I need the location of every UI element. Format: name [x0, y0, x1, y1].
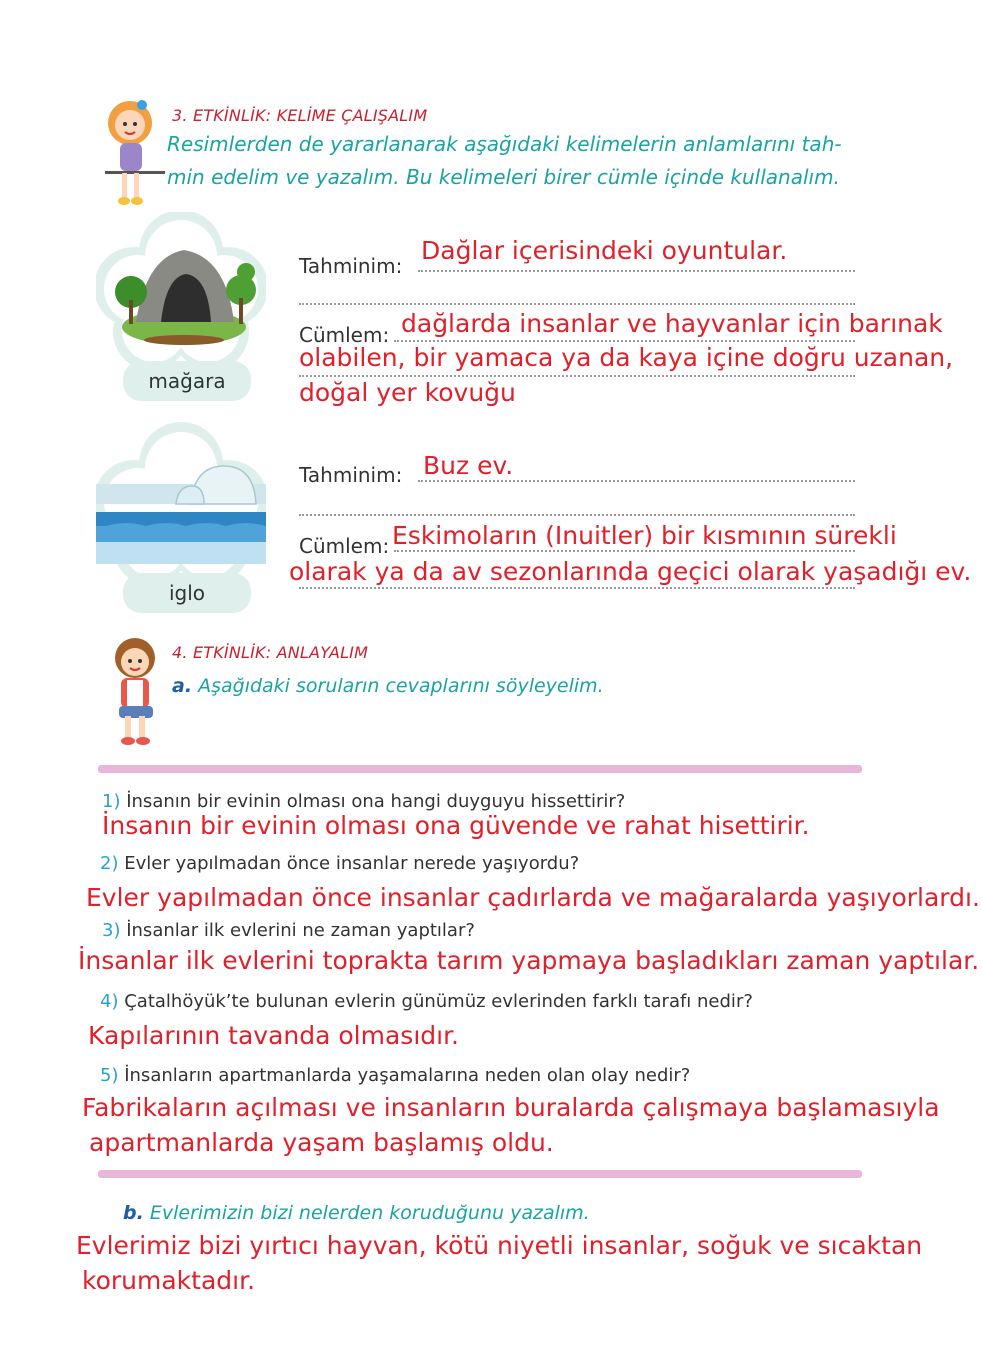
- part-a-text: Aşağıdaki soruların cevaplarını söyleyelim.: [198, 675, 604, 697]
- question-5: [100, 1065, 690, 1086]
- question-2-number: 2): [100, 853, 119, 874]
- part-b-answer-line2: korumaktadır.: [82, 1266, 256, 1295]
- sentence-label-2: Cümlem:: [299, 534, 390, 558]
- question-3: [102, 920, 475, 941]
- part-b-letter: b.: [123, 1202, 144, 1224]
- guess-line-2b: [299, 514, 855, 516]
- part-b-answer-line1: Evlerimiz bizi yırtıcı hayvan, kötü niyetli insanlar, soğuk ve sıcaktan: [76, 1231, 923, 1260]
- word-pill-iglo: iglo: [123, 573, 251, 613]
- sentence-answer-2-line2: olarak ya da av sezonlarında geçici olarak yaşadığı ev.: [289, 557, 972, 586]
- word-pill-magara: mağara: [123, 361, 251, 401]
- guess-label-2: Tahminim:: [299, 463, 403, 487]
- guess-line-1b: [299, 303, 855, 305]
- question-4: [100, 991, 753, 1012]
- question-2: [100, 853, 579, 874]
- sentence-label-1: Cümlem:: [299, 323, 390, 347]
- girl-character-illustration: [100, 95, 165, 210]
- answer-2: Evler yapılmadan önce insanlar çadırlarda ve mağaralarda yaşıyorlardı.: [86, 883, 980, 912]
- activity3-intro-line2: min edelim ve yazalım. Bu kelimeleri birer cümle içinde kullanalım.: [167, 165, 840, 189]
- question-5-number: 5): [100, 1065, 119, 1086]
- part-b-text: Evlerimizin bizi nelerden koruduğunu yazalım.: [149, 1202, 590, 1224]
- answer-5-line2: apartmanlarda yaşam başlamış oldu.: [89, 1128, 554, 1157]
- question-1: [102, 791, 625, 812]
- boy-character-illustration: [103, 632, 173, 750]
- question-4-number: 4): [100, 991, 119, 1012]
- question-4-text: Çatalhöyük’te bulunan evlerin günümüz evlerinden farklı tarafı nedir?: [124, 991, 753, 1012]
- activity3-intro-line1: Resimlerden de yararlanarak aşağıdaki kelimelerin anlamlarını tah-: [167, 132, 842, 156]
- sentence-answer-2-line1: Eskimoların (Inuitler) bir kısmının sürekli: [392, 521, 897, 550]
- divider-top: [98, 765, 862, 773]
- activity4-part-b: [123, 1202, 590, 1224]
- activity4-title: 4. ETKİNLİK: ANLAYALIM: [172, 643, 369, 662]
- sentence-answer-1-line1: dağlarda insanlar ve hayvanlar için barınak: [401, 309, 943, 338]
- sentence-line-1: [394, 340, 855, 342]
- answer-1: İnsanın bir evinin olması ona güvende ve rahat hisettirir.: [102, 811, 810, 840]
- answer-5-line1: Fabrikaların açılması ve insanların buralarda çalışmaya başlamasıyla: [82, 1093, 940, 1122]
- guess-answer-1: Dağlar içerisindeki oyuntular.: [421, 236, 788, 265]
- guess-answer-2: Buz ev.: [423, 451, 514, 480]
- sentence-line-2: [394, 550, 855, 552]
- divider-bottom: [98, 1170, 862, 1178]
- answer-3: İnsanlar ilk evlerini toprakta tarım yapmaya başladıkları zaman yaptılar.: [78, 946, 980, 975]
- question-2-text: Evler yapılmadan önce insanlar nerede yaşıyordu?: [124, 853, 580, 874]
- question-5-text: İnsanların apartmanlarda yaşamalarına neden olan olay nedir?: [124, 1065, 691, 1086]
- question-3-text: İnsanlar ilk evlerini ne zaman yaptılar?: [126, 920, 475, 941]
- question-1-text: İnsanın bir evinin olması ona hangi duyguyu hissettirir?: [126, 791, 626, 812]
- answer-4: Kapılarının tavanda olmasıdır.: [88, 1021, 460, 1050]
- guess-label-1: Tahminim:: [299, 254, 403, 278]
- cave-picture: [96, 212, 266, 372]
- sentence-line-2b: [299, 587, 855, 589]
- guess-line-1: [418, 270, 855, 272]
- igloo-picture: [96, 422, 266, 592]
- question-3-number: 3): [102, 920, 121, 941]
- question-1-number: 1): [102, 791, 121, 812]
- activity4-part-a: [172, 675, 604, 697]
- sentence-line-1b: [299, 375, 855, 377]
- part-a-letter: a.: [172, 675, 193, 697]
- sentence-answer-1-line3: doğal yer kovuğu: [299, 378, 516, 407]
- activity3-title: 3. ETKİNLİK: KELİME ÇALIŞALIM: [172, 106, 428, 125]
- guess-line-2: [418, 480, 855, 482]
- sentence-answer-1-line2: olabilen, bir yamaca ya da kaya içine doğru uzanan,: [299, 343, 954, 372]
